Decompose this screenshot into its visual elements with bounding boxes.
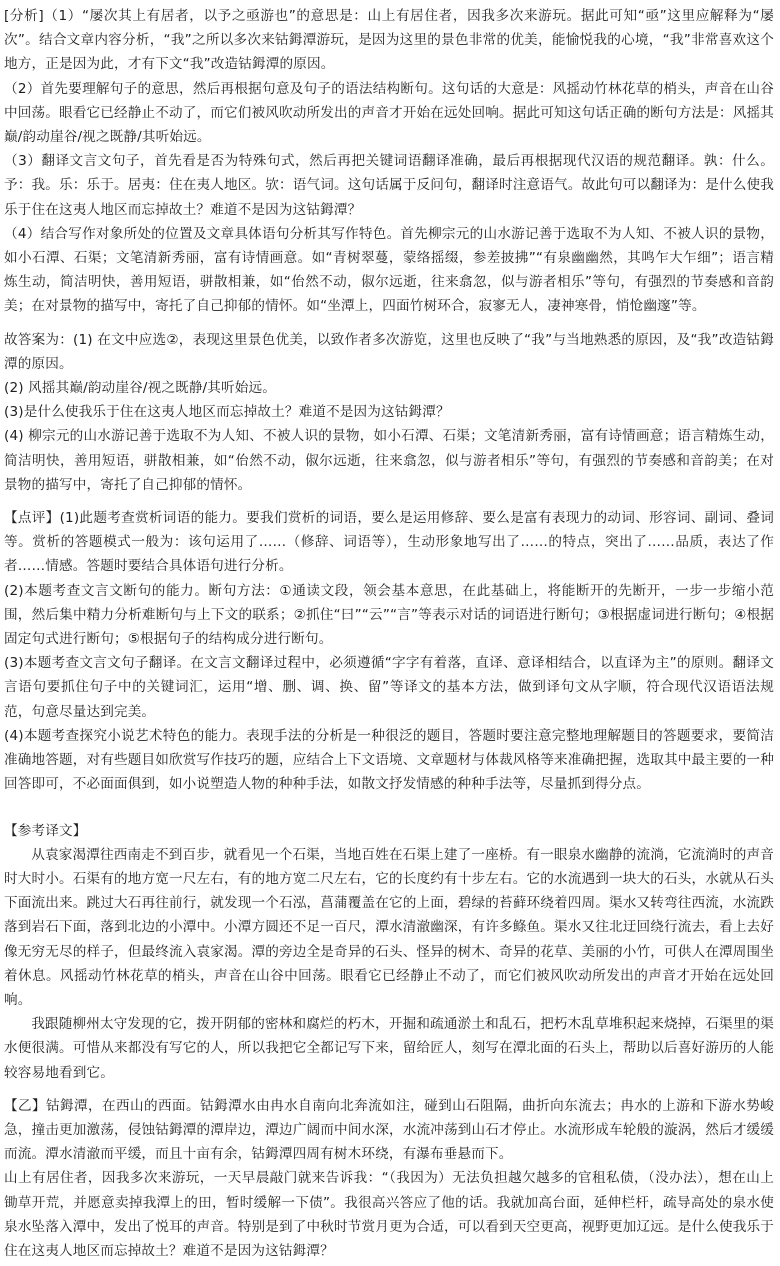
analysis-paragraph-4: （4）结合写作对象所处的位置及文章具体语句分析其写作特色。首先柳宗元的山水游记善于选取不为人知、不被人识的景物，如小石潭、石渠；文笔清新秀丽，富有诗情画意。如“青树翠蔓，蒙络摇缀，参差披拂”“有泉幽幽然，其鸣乍大乍细”；语言精炼生动，简洁明快，善用短语，骈散相兼，如“佁然不动，俶尔远逝，往来翕忽，似与游者相乐”等句，有强烈的节奏感和音韵美；在对景物的描写中，寄托了自己抑郁的情怀。如“坐潭上，四面竹树环合，寂寥无人，凄神寒骨，悄怆幽邃”等。 [4, 225, 774, 315]
answer-paragraph-4: (4) 柳宗元的山水游记善于选取不为人知、不被人识的景物，如小石潭、石渠；文笔清新秀丽，富有诗情画意；语言精炼生动，简洁明快，善用短语，骈散相兼，如“佁然不动，俶尔远逝，往来翕忽，似与游者相乐”等句，有强烈的节奏感和音韵美；在对景物的描写中，寄托了自己抑郁的情怀。 [4, 428, 774, 493]
spacer [4, 1085, 774, 1094]
spacer [4, 797, 774, 819]
analysis-paragraph-2: （2）首先要理解句子的意思，然后再根据句意及句子的语法结构断句。这句话的大意是：风摇动竹林花草的梢头，声音在山谷中回荡。眼看它已经静止不动了，而它们被风吹动所发出的声音才开始在远处回响。据此可知这句话正确的断句方法是：风摇其巅/韵动崖谷/视之既静/其听始远。 [4, 80, 774, 146]
comment-paragraph-1: 【点评】(1)此题考查赏析词语的能力。要我们赏析的词语，要么是运用修辞、要么是富有表现力的动词、形容词、副词、叠词等。赏析的答题模式一般为：该句运用了……（修辞、词语等），生动形象地写出了……的特点，突出了……品质，表达了作者……情感。答题时要结合具体语句进行分析。 [4, 510, 774, 575]
translation-paragraph-1: 从袁家渴潭往西南走不到百步，就看见一个石渠，当地百姓在石渠上建了一座桥。有一眼泉水幽静的流淌，它流淌时的声音时大时小。石渠有的地方宽一尺左右，有的地方宽二尺左右，它的长度约有十步左右。它的水流遇到一块大的石头，水就从石头下面流出来。跳过大石再往前行，就发现一个石泓，菖蒲覆盖在它的上面，碧绿的苔藓环绕着四周。渠水又转弯往西流，水流跌落到岩石下面，落到北边的小潭中。小潭方圆还不足一百尺，潭水清澈幽深，有许多鲦鱼。渠水又往北迂回绕行流去，看上去好像无穷无尽的样子，但最终流入袁家渴。潭的旁边全是奇异的石头、怪异的树木、奇异的花草、美丽的小竹，可供人在潭周围坐着休息。风摇动竹林花草的梢头，声音在山谷中回荡。眼看它已经静止不动了，而它们被风吹动所发出的声音才开始在远处回响。 [4, 846, 774, 1008]
comment-paragraph-3: (3)本题考查文言文句子翻译。在文言文翻译过程中，必须遵循“字字有着落，直译、意译相结合，以直译为主”的原则。翻译文言语句要抓住句子中的关键词汇，运用“增、删、调、换、留”等译文的基本方法，做到译句文从字顺，符合现代汉语语法规范，句意尽量达到完美。 [4, 655, 774, 720]
spacer [4, 319, 774, 328]
comment-paragraph-2: (2)本题考查文言文断句的能力。断句方法：①通读文段，领会基本意思，在此基础上，将能断开的先断开，一步一步缩小范围，然后集中精力分析难断句与上下文的联系；②抓住“曰”“云”“言”等表示对话的词语进行断句；③根据虚词进行断句；④根据固定句式进行断句；⑤根据句子的结构成分进行断句。 [4, 582, 774, 648]
analysis-paragraph-1 [4, 4, 774, 77]
answer-paragraph-1: 故答案为：(1) 在文中应选②，表现这里景色优美，以致作者多次游览，这里也反映了“我”与当地熟悉的原因，及“我”改造钴鉧潭的原因。 [4, 331, 774, 372]
analysis-paragraph-3: （3）翻译文言文句子，首先看是否为特殊句式，然后再把关键词语翻译准确，最后再根据现代汉语的规范翻译。孰：什么。予：我。乐：乐于。居夷：住在夷人地区。欤：语气词。这句话属于反问句，翻译时注意语气。故此句可以翻译为：是什么使我乐于住在这夷人地区而忘掉故土？难道不是因为这钴鉧潭？ [4, 153, 774, 218]
answer-paragraph-3: (3)是什么使我乐于住在这夷人地区而忘掉故土？难道不是因为这钴鉧潭？ [4, 404, 450, 421]
answer-paragraph-2: (2) 风摇其巅/韵动崖谷/视之既静/其听始远。 [4, 380, 277, 397]
translation-paragraph-2: 我跟随柳州太守发现的它，拨开阴郁的密林和腐烂的朽木，开掘和疏通淤土和乱石，把朽木乱草堆积起来烧掉，石渠里的渠水便很满。可惜从来都没有写它的人，所以我把它全都记写下来，留给匠人，刻写在潭北面的石头上，帮助以后喜好游历的人能较容易地看到它。 [4, 1016, 774, 1081]
comment-section [4, 506, 774, 796]
analysis-text-1: （1）“屡次其上有居者，以予之亟游也”的意思是：山上有居住者，因我多次来游玩。据此可知“亟”这里应解释为“屡次”。结合文章内容分析，“我”之所以多次来钴鉧潭游玩，是因为这里的景色非常的优美，能愉悦我的心境，“我”非常喜欢这个地方，正是因为此，才有下文“我”改造钴鉧潭的原因。 [4, 8, 774, 73]
translation-paragraph-3: 【乙】钴鉧潭，在西山的西面。钴鉧潭水由冉水自南向北奔流如注，碰到山石阻隔，曲折向东流去；冉水的上游和下游水势峻急，撞击更加激荡，侵蚀钴鉧潭的潭岸边，潭边广阔而中间水深，水流冲荡到山石才停止。水流形成车轮般的漩涡，然后才缓缓而流。潭水清澈而平缓，而且十亩有余，钴鉧潭四周有树木环绕，有瀑布垂悬而下。 [4, 1097, 774, 1163]
translation-heading: 【参考译文】 [4, 822, 87, 839]
analysis-label: [分析] [4, 8, 44, 24]
translation-paragraph-4: 山上有居住者，因我多次来游玩，一天早晨敲门就来告诉我：“（我因为）无法负担越欠越多的官租私债，（没办法），想在山上锄草开荒，并愿意卖掉我潭上的田，暂时缓解一下债”。我很高兴答应了他的话。我就加高台面，延伸栏杆，疏导高处的泉水使泉水坠落入潭中，发出了悦耳的声音。特别是到了中秋时节赏月更为合适，可以看到天空更高，视野更加辽远。是什么使我乐于住在这夷人地区而忘掉故土？难道不是因为这钴鉧潭？ [4, 1170, 774, 1259]
analysis-section [4, 4, 774, 319]
spacer [4, 497, 774, 506]
answer-section [4, 328, 774, 497]
comment-paragraph-4: (4)本题考查探究小说艺术特色的能力。表现手法的分析是一种很泛的题目，答题时要注意完整地理解题目的答题要求，要简洁准确地答题，对有些题目如欣赏写作技巧的题，应结合上下文语境、文章题材与体裁风格等来准确把握，选取其中最主要的一种回答即可，不必面面俱到，如小说塑造人物的种种手法，如散文抒发情感的种种手法等，尽量抓到得分点。 [4, 727, 774, 793]
translation-section [4, 819, 774, 1264]
